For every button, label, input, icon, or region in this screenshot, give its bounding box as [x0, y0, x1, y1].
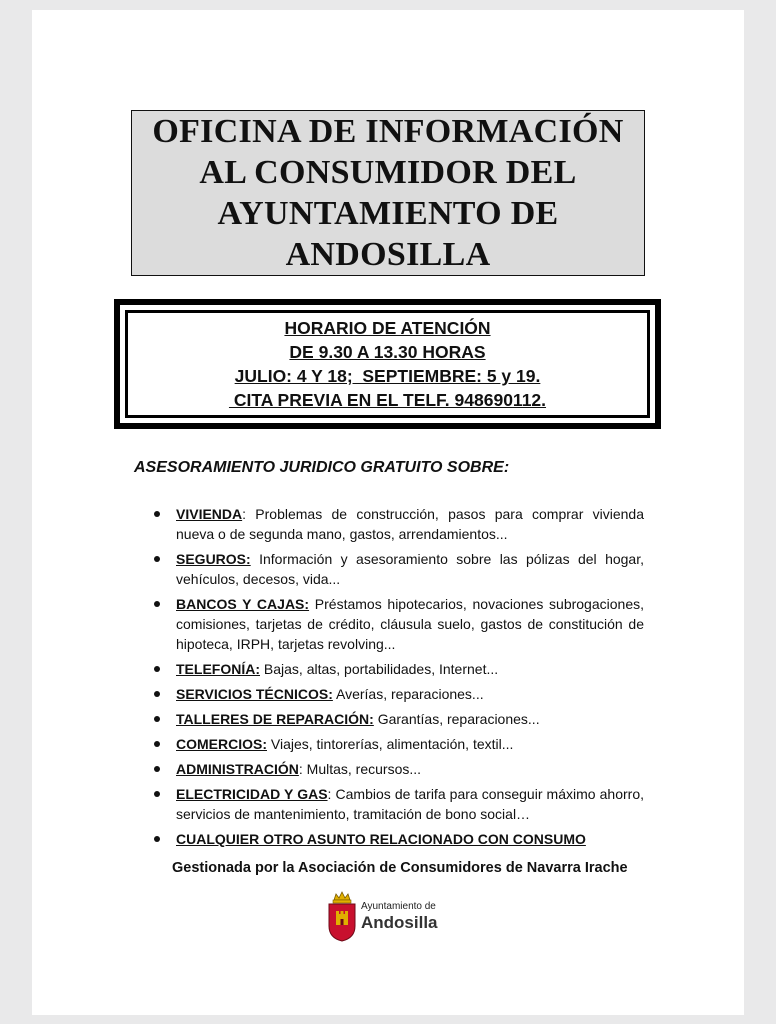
bullet-icon [154, 511, 160, 517]
schedule-line: JULIO: 4 Y 18; SEPTIEMBRE: 5 y 19. [234, 366, 541, 386]
list-item [154, 784, 644, 824]
title-line: AL CONSUMIDOR DEL [199, 154, 577, 191]
item-text: : Cambios de tarifa para conseguir máximo ahorro, servicios de mantenimiento, tramitación de bono social… [176, 786, 644, 822]
item-text: : Multas, recursos... [298, 761, 422, 777]
logo-name: Andosilla [361, 913, 438, 932]
item-label: ELECTRICIDAD Y GAS [176, 786, 328, 802]
item-text: Bajas, altas, portabilidades, Internet... [260, 661, 499, 677]
bullet-icon [154, 601, 160, 607]
title-line: OFICINA DE INFORMACIÓN [152, 113, 624, 150]
item-label: ADMINISTRACIÓN [176, 761, 299, 777]
bullet-icon [154, 791, 160, 797]
bullet-icon [154, 556, 160, 562]
list-item [154, 684, 644, 704]
bullet-icon [154, 666, 160, 672]
municipality-logo [327, 888, 487, 946]
list-item [154, 734, 644, 754]
list-item [154, 504, 644, 544]
title-box [131, 110, 645, 276]
item-label: TALLERES DE REPARACIÓN: [176, 711, 374, 727]
list-item [154, 594, 644, 654]
schedule-line: HORARIO DE ATENCIÓN [284, 318, 491, 338]
schedule-line: DE 9.30 A 13.30 HORAS [289, 342, 486, 362]
item-label: BANCOS Y CAJAS: [176, 596, 310, 612]
managed-by-note: Gestionada por la Asociación de Consumidores de Navarra Irache [172, 860, 628, 876]
schedule-line: CITA PREVIA EN EL TELF. 948690112. [228, 390, 547, 410]
list-item [154, 709, 644, 729]
bullet-icon [154, 741, 160, 747]
services-heading: ASESORAMIENTO JURIDICO GRATUITO SOBRE: [134, 459, 510, 476]
item-label: TELEFONÍA: [176, 661, 260, 677]
title-line: ANDOSILLA [285, 236, 491, 273]
services-list [154, 504, 644, 849]
item-label: VIVIENDA [176, 506, 243, 522]
coat-of-arms-icon [327, 890, 357, 942]
bullet-icon [154, 766, 160, 772]
item-text: Préstamos hipotecarios, novaciones subrogaciones, comisiones, tarjetas de crédito, cláusula suelo, gastos de constitución de hipoteca, IRPH, tarjetas revolving... [176, 596, 644, 652]
bullet-icon [154, 836, 160, 842]
bullet-icon [154, 691, 160, 697]
list-item [154, 659, 644, 679]
item-label: COMERCIOS: [176, 736, 267, 752]
bullet-icon [154, 716, 160, 722]
item-label: SEGUROS: [176, 551, 251, 567]
schedule-box [114, 299, 661, 429]
title-line: AYUNTAMIENTO DE [217, 195, 559, 232]
item-text: Averías, reparaciones... [332, 686, 484, 702]
item-label: SERVICIOS TÉCNICOS: [176, 686, 333, 702]
list-item [154, 829, 644, 849]
list-item [154, 549, 644, 589]
item-text: Garantías, reparaciones... [373, 711, 540, 727]
item-label: CUALQUIER OTRO ASUNTO RELACIONADO CON CONSUMO [176, 831, 586, 847]
list-item [154, 759, 644, 779]
item-text: Viajes, tintorerías, alimentación, textil... [267, 736, 514, 752]
item-text: Información y asesoramiento sobre las pólizas del hogar, vehículos, decesos, vida... [176, 551, 644, 587]
item-text: : Problemas de construcción, pasos para comprar vivienda nueva o de segunda mano, gastos, arrendamientos... [176, 506, 644, 542]
document-page [32, 10, 744, 1015]
schedule-inner-frame [125, 310, 650, 418]
logo-subtitle: Ayuntamiento de [361, 901, 436, 912]
